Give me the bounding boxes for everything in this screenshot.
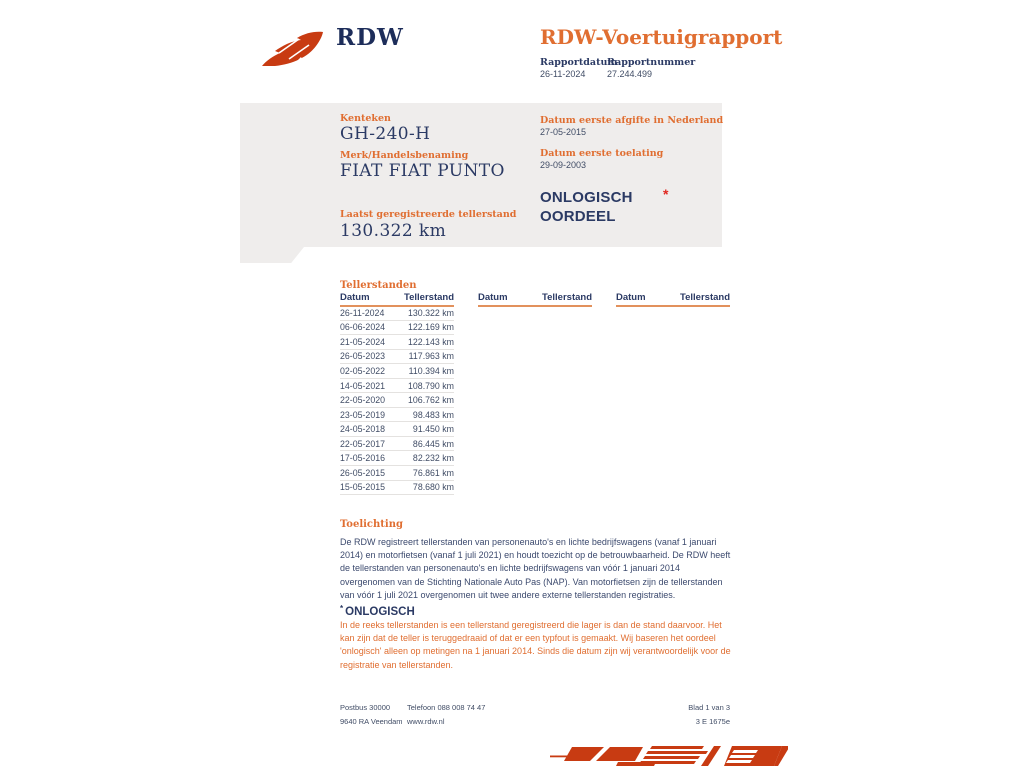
col-header-tellerstand: Tellerstand — [404, 292, 454, 303]
toelichting-section-title: Toelichting — [340, 519, 403, 530]
oordeel-line1: ONLOGISCH — [540, 189, 633, 206]
table-row — [340, 321, 454, 336]
table-row — [340, 335, 454, 350]
footer-address-line2: 9640 RA Veendam — [340, 717, 403, 726]
panel-corner-tab — [240, 247, 304, 263]
footer-form-code: 3 E 1675e — [695, 717, 730, 726]
table-row — [340, 408, 454, 423]
footer-phone: Telefoon 088 008 74 47 — [407, 703, 486, 712]
table-row — [340, 422, 454, 437]
row-datum: 02-05-2022 — [340, 365, 385, 376]
row-datum: 14-05-2021 — [340, 380, 385, 391]
row-tellerstand: 117.963 km — [408, 351, 454, 362]
toelichting-body-text: De RDW registreert tellerstanden van personenauto's en lichte bedrijfswagens (vanaf 1 januari 2014) en motorfietsen (vanaf 1 juli 2021) en houdt toezicht op de betrouwbaarheid. De RDW heeft de tellerstanden van personenauto's en lichte bedrijfswagens van vóór 1 januari 2014 overgenomen van de Stichting Nationale Auto Pas (NAP). Van motorfietsen zijn de tellerstanden van vóór 1 juli 2021 overgenomen uit twee andere externe tellerstanden registraties. — [340, 537, 731, 600]
table-header-group-2 — [478, 292, 592, 307]
table-row — [340, 364, 454, 379]
row-tellerstand: 82.232 km — [412, 453, 454, 464]
oordeel-asterisk-marker: * — [663, 186, 669, 202]
col-header-tellerstand: Tellerstand — [680, 292, 730, 303]
table-row — [340, 466, 454, 481]
laatste-tellerstand-value: 130.322 km — [340, 221, 447, 241]
table-row — [340, 451, 454, 466]
toelating-value: 29-09-2003 — [540, 160, 587, 170]
tellerstanden-rows — [340, 306, 454, 495]
footer-website-link: www.rdw.nl — [407, 717, 445, 726]
kenteken-value: GH-240-H — [340, 124, 431, 144]
rapportnummer-value: 27.244.499 — [607, 69, 653, 79]
row-tellerstand: 122.169 km — [408, 322, 454, 333]
row-tellerstand: 91.450 km — [412, 424, 454, 435]
footer-page-indicator: Blad 1 van 3 — [688, 703, 730, 712]
rapportdatum-label: Rapportdatum — [540, 57, 618, 68]
row-tellerstand: 130.322 km — [408, 307, 454, 318]
afgifte-label: Datum eerste afgifte in Nederland — [540, 115, 724, 126]
row-tellerstand: 76.861 km — [412, 467, 454, 478]
table-row — [340, 379, 454, 394]
table-row — [340, 306, 454, 321]
table-row — [340, 350, 454, 365]
row-datum: 15-05-2015 — [340, 482, 385, 493]
row-datum: 17-05-2016 — [340, 453, 385, 464]
tellerstanden-section-title: Tellerstanden — [340, 280, 417, 291]
kenteken-label: Kenteken — [340, 113, 391, 124]
row-datum: 26-05-2015 — [340, 467, 385, 478]
table-header-group-1 — [340, 292, 454, 307]
row-tellerstand: 86.445 km — [412, 438, 454, 449]
toelating-label: Datum eerste toelating — [540, 148, 664, 159]
onlogisch-heading — [340, 604, 415, 618]
table-header-group-3 — [616, 292, 730, 307]
row-datum: 06-06-2024 — [340, 322, 385, 333]
rdw-wing-logo-icon — [261, 31, 325, 67]
document-title: RDW-Voertuigrapport — [540, 25, 783, 49]
rdw-logo-text: RDW — [336, 24, 404, 51]
oordeel-badge — [540, 188, 633, 226]
merk-label: Merk/Handelsbenaming — [340, 150, 469, 161]
row-datum: 26-05-2023 — [340, 351, 385, 362]
row-tellerstand: 108.790 km — [408, 380, 454, 391]
row-datum: 22-05-2017 — [340, 438, 385, 449]
oordeel-line2: OORDEEL — [540, 208, 616, 225]
table-row — [340, 437, 454, 452]
onlogisch-asterisk: * — [340, 604, 344, 613]
row-tellerstand: 78.680 km — [412, 482, 454, 493]
table-row — [340, 481, 454, 496]
rapportnummer-label: Rapportnummer — [607, 57, 696, 68]
col-header-tellerstand: Tellerstand — [542, 292, 592, 303]
rapportdatum-value: 26-11-2024 — [540, 69, 586, 79]
row-datum: 24-05-2018 — [340, 424, 385, 435]
onlogisch-title-text: ONLOGISCH — [345, 606, 415, 618]
row-tellerstand: 122.143 km — [408, 336, 454, 347]
afgifte-value: 27-05-2015 — [540, 127, 587, 137]
col-header-datum: Datum — [478, 292, 508, 303]
row-tellerstand: 110.394 km — [408, 365, 454, 376]
row-datum: 21-05-2024 — [340, 336, 385, 347]
col-header-datum: Datum — [340, 292, 370, 303]
onlogisch-body-text: In de reeks tellerstanden is een tellerstand geregistreerd die lager is dan de stand daarvoor. Het kan zijn dat de teller is teruggedraaid of dat er een typfout is gemaakt. Wij baseren het oordeel 'onlogisch' alleen op metingen na 1 januari 2014. Sinds die datum zijn wij verantwoordelijk voor de registratie van tellerstanden. — [340, 620, 731, 670]
table-row — [340, 393, 454, 408]
row-tellerstand: 98.483 km — [412, 409, 454, 420]
row-tellerstand: 106.762 km — [408, 395, 454, 406]
row-datum: 26-11-2024 — [340, 307, 385, 318]
laatste-tellerstand-label: Laatst geregistreerde tellerstand — [340, 209, 517, 220]
merk-value: FIAT FIAT PUNTO — [340, 161, 505, 181]
row-datum: 23-05-2019 — [340, 409, 385, 420]
footer-address-line1: Postbus 30000 — [340, 703, 391, 712]
col-header-datum: Datum — [616, 292, 646, 303]
bottom-stripes-graphic — [548, 744, 788, 768]
row-datum: 22-05-2020 — [340, 395, 385, 406]
